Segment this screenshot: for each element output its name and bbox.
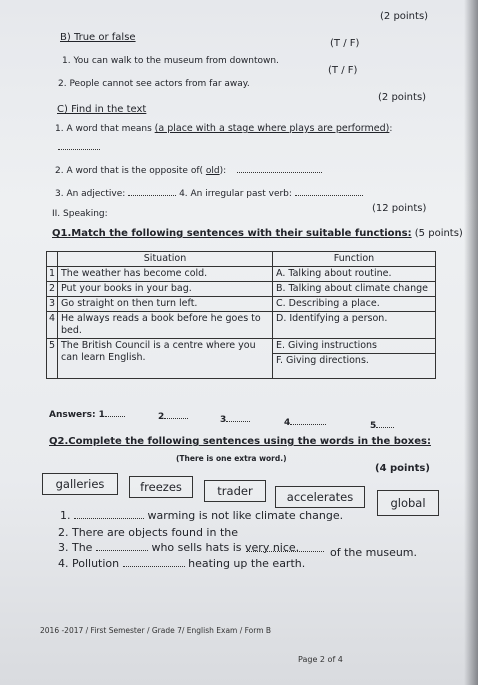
find-q1-suffix: :	[389, 124, 393, 134]
row-situation: Go straight on then turn left.	[58, 297, 273, 312]
row-function: A. Talking about routine.	[273, 267, 436, 282]
table-row	[47, 297, 436, 312]
answer-5-label: 5	[370, 421, 377, 431]
find-q1	[55, 123, 392, 134]
word-box-trader: trader	[204, 480, 266, 502]
answer-blank-5[interactable]	[376, 418, 394, 428]
section-c-points: (2 points)	[378, 92, 427, 103]
row-function: E. Giving instructions	[273, 339, 436, 354]
answer-4	[284, 415, 326, 428]
sentence-3	[58, 541, 299, 554]
find-q1-answer-blank[interactable]	[58, 149, 100, 150]
sentence-3-number: 3. The	[58, 541, 93, 554]
answer-4-label: 4	[284, 418, 291, 428]
edge-shadow	[464, 0, 478, 685]
row-number: 2	[47, 282, 58, 297]
q2-title: Q2.Complete the following sentences using the words in the boxes:	[49, 436, 431, 447]
row-number: 4	[47, 312, 58, 339]
answers-label: Answers: 1	[49, 410, 105, 420]
find-q2-end: ):	[219, 166, 227, 176]
sentence-1-blank[interactable]	[74, 509, 144, 519]
sentence-4-text: heating up the earth.	[188, 557, 306, 570]
row-function-extra: F. Giving directions.	[273, 354, 436, 379]
q2-points: (4 points)	[375, 463, 430, 474]
find-q4: 4. An irregular past verb:	[179, 189, 292, 199]
word-box-accelerates: accelerates	[275, 486, 365, 508]
answer-2	[158, 409, 188, 422]
sentence-2	[58, 526, 238, 539]
answer-blank-2[interactable]	[164, 409, 188, 419]
answer-3	[220, 412, 250, 425]
sentence-4-number: 4. Pollution	[58, 557, 120, 570]
answers-line	[49, 407, 125, 420]
sentence-2-end: of the museum.	[330, 546, 418, 559]
answer-3-label: 3	[220, 415, 227, 425]
find-q2-text: 2. A word that is the opposite of(	[55, 166, 206, 176]
sentence-1-number: 1.	[60, 509, 71, 522]
find-q1-prefix: 1. A word that means	[55, 124, 155, 134]
header-function: Function	[273, 252, 436, 267]
header-situation: Situation	[58, 252, 273, 267]
find-q2	[55, 163, 322, 176]
sentence-2-text: 2. There are objects found in the	[58, 526, 239, 539]
section-b-title: B) True or false	[60, 32, 136, 43]
word-box-freezes: freezes	[129, 476, 193, 498]
tf-choice-1: (T / F)	[330, 38, 360, 49]
find-q3-q4	[55, 186, 363, 199]
sentence-4-blank[interactable]	[123, 557, 185, 567]
row-function: C. Describing a place.	[273, 297, 436, 312]
matching-table	[46, 251, 436, 379]
find-q4-answer-blank[interactable]	[295, 186, 363, 196]
row-function: B. Talking about climate change	[273, 282, 436, 297]
table-row	[47, 267, 436, 282]
row-situation: Put your books in your bag.	[58, 282, 273, 297]
sentence-3-text: who sells hats is very nice.	[151, 541, 300, 554]
table-row	[47, 282, 436, 297]
q2-note: (There is one extra word.)	[176, 454, 287, 463]
sentence-3-blank[interactable]	[96, 541, 148, 551]
row-number: 5	[47, 339, 58, 379]
header-num	[47, 252, 58, 267]
find-q3-answer-blank[interactable]	[128, 186, 176, 196]
page-number: Page 2 of 4	[298, 655, 343, 664]
tf-choice-2: (T / F)	[328, 65, 358, 76]
sentence-1-text: warming is not like climate change.	[147, 509, 344, 522]
section-c-title: C) Find in the text	[57, 104, 147, 115]
sentence-1	[60, 509, 343, 522]
answer-blank-3[interactable]	[226, 412, 250, 422]
q1-heading	[52, 228, 463, 239]
answer-2-label: 2	[158, 412, 165, 422]
row-number: 3	[47, 297, 58, 312]
q1-points: (5 points)	[414, 228, 463, 239]
word-box-galleries: galleries	[42, 473, 118, 495]
row-situation: He always reads a book before he goes to bed.	[58, 312, 273, 339]
find-q1-definition: (a place with a stage where plays are performed)	[154, 123, 390, 134]
section-b-points: (2 points)	[380, 11, 429, 22]
find-q3: 3. An adjective:	[55, 189, 126, 199]
tf-item-1: 1. You can walk to the museum from downtown.	[62, 56, 279, 66]
row-situation: The weather has become cold.	[58, 267, 273, 282]
row-function: D. Identifying a person.	[273, 312, 436, 339]
speaking-title: II. Speaking:	[52, 209, 108, 219]
tf-item-2: 2. People cannot see actors from far away.	[58, 79, 250, 89]
q1-title: Q1.Match the following sentences with their suitable functions:	[52, 228, 412, 239]
word-box-global: global	[377, 490, 439, 516]
answer-blank-1[interactable]	[105, 407, 125, 417]
table-row	[47, 339, 436, 354]
row-situation: The British Council is a centre where you can learn English.	[58, 339, 273, 379]
speaking-points: (12 points)	[372, 203, 427, 214]
find-q2-answer-blank[interactable]	[237, 163, 322, 173]
find-q2-word: old	[205, 166, 220, 176]
footer-info: 2016 -2017 / First Semester / Grade 7/ English Exam / Form B	[40, 626, 272, 635]
answer-5	[370, 418, 394, 431]
sentence-4	[58, 557, 305, 570]
table-header-row	[47, 252, 436, 267]
answer-blank-4[interactable]	[290, 415, 326, 425]
row-number: 1	[47, 267, 58, 282]
table-row	[47, 312, 436, 339]
